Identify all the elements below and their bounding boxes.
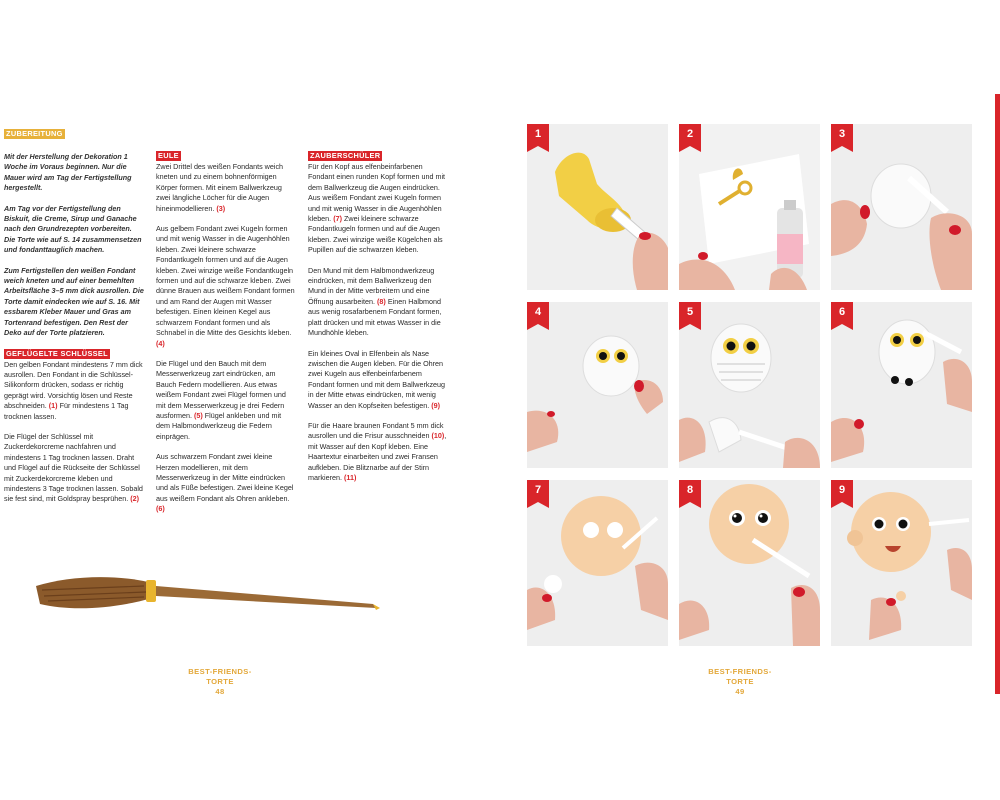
step-photo-4 bbox=[527, 302, 668, 468]
step-badge-7: 7 bbox=[527, 480, 549, 502]
schluessel-text-1-tail: Für mindestens 1 Tag trocknen lassen. bbox=[4, 401, 129, 421]
footer-right bbox=[700, 667, 780, 697]
eule-paragraph-4 bbox=[156, 452, 296, 514]
footer-title-right: BEST-FRIENDS-TORTE bbox=[708, 667, 772, 686]
zauber-paragraph-4 bbox=[308, 421, 450, 483]
zauber-text-1: Für den Kopf aus elfenbeinfarbenen Fondant einen runden Kopf formen und mit dem Ballwerkzeug die Augen eindrücken. Aus weißem Fondant zwei Kugeln formen und mit wenig Wasser in die Augenhöhlen kleben. bbox=[308, 162, 446, 224]
step-photo-1 bbox=[527, 124, 668, 290]
eule-paragraph-1 bbox=[156, 162, 296, 214]
eule-text-4: Aus schwarzem Fondant zwei kleine Herzen modellieren, mit dem Messerwerkzeug in der Mitte eindrücken und als Füße befestigen. Zwei kleine Kegel aus weißem Fondant als Ohren ankleben. bbox=[156, 452, 294, 503]
step-photo-5 bbox=[679, 302, 820, 468]
schluessel-paragraph-2 bbox=[4, 432, 144, 505]
intro-paragraph-1: Mit der Herstellung der Dekoration 1 Woche im Voraus beginnen. Nur die Mauer wird am Tag der Fertigstellung hergestellt. bbox=[4, 152, 132, 193]
step-badge-4: 4 bbox=[527, 302, 549, 324]
intro-paragraph-2: Am Tag vor der Fertigstellung den Biskuit, die Creme, Sirup und Ganache nach den Grundrezepten vorbereiten. Die Torte wie auf S. 14 zusammensetzen und fondanttauglich machen. bbox=[4, 203, 142, 255]
zauber-paragraph-3 bbox=[308, 349, 450, 411]
preparation-column bbox=[4, 129, 144, 515]
step-badge-9: 9 bbox=[831, 480, 853, 502]
step-badge-2: 2 bbox=[679, 124, 701, 146]
eule-text-1: Zwei Drittel des weißen Fondants weich kneten und zu einem bohnenförmigen Körper formen. Mit einem Ballwerkzeug zwei längliche Löcher für die Augen hineinmodellieren. bbox=[156, 162, 284, 213]
schluessel-paragraph-1 bbox=[4, 360, 144, 422]
step-ref-5: (5) bbox=[193, 410, 203, 420]
step-badge-3: 3 bbox=[831, 124, 853, 146]
zauber-text-3: Ein kleines Oval in Elfenbein als Nase zwischen die Augen kleben. Für die Ohren zwei Kugeln aus elfenbeinfarbenem Fondant formen und mit dem Ballwerkzeug in der Mitte etwas eindrücken, mit wenig Wasser an den Kopfseiten befestigen. bbox=[308, 348, 446, 410]
eule-column bbox=[156, 151, 296, 525]
step-ref-9: (9) bbox=[431, 400, 440, 410]
step-ref-8: (8) bbox=[377, 296, 386, 306]
eule-text-3: Die Flügel und den Bauch mit dem Messerwerkzeug zart eindrücken, am Bauch Federn modellieren. Aus etwas weißem Fondant zwei Flügel formen und mit dem Messerwerkzeug je drei Federn ausformen. bbox=[156, 358, 286, 420]
schluessel-text-1: Den gelben Fondant mindestens 7 mm dick ausrollen. Den Fondant in die Schlüssel-Silikonform drücken, sodass er richtig geprägt wird. Vorsichtig lösen und Reste abschneiden. bbox=[4, 359, 143, 411]
heading-eule: EULE bbox=[158, 151, 179, 160]
step-photo-3 bbox=[831, 124, 972, 290]
page-number-left: 48 bbox=[215, 687, 225, 696]
zauber-text-4: Für die Haare braunen Fondant 5 mm dick ausrollen und die Frisur ausschneiden bbox=[308, 420, 444, 441]
schluessel-text-2: Die Flügel der Schlüssel mit Zuckerdekorcreme nachfahren und mindestens 1 Tag trocknen lassen. Draht und Flügel auf die Rückseite der Schlüssel mit Zuckerdekorcreme kleben und mindestens 3 Tage trocknen lassen. Sobald sie fest sind, mit Goldspray besprühen. bbox=[4, 431, 143, 504]
step-badge-6: 6 bbox=[831, 302, 853, 324]
eule-paragraph-3 bbox=[156, 359, 296, 442]
step-ref-3: (3) bbox=[216, 203, 226, 213]
step-badge-8: 8 bbox=[679, 480, 701, 502]
eule-paragraph-2 bbox=[156, 224, 296, 349]
zauber-paragraph-1 bbox=[308, 162, 450, 256]
zauber-paragraph-2 bbox=[308, 266, 450, 339]
step-photo-6 bbox=[831, 302, 972, 468]
step-photo-2 bbox=[679, 124, 820, 290]
zauberschueler-column bbox=[308, 151, 450, 493]
step-ref-4: (4) bbox=[156, 338, 165, 348]
step-photo-8 bbox=[679, 480, 820, 646]
eule-text-3-tail: Flügel ankleben und mit dem Halbmondwerkzeug die Federn einprägen. bbox=[156, 410, 282, 441]
step-ref-10: (10) bbox=[431, 431, 445, 441]
step-ref-1: (1) bbox=[48, 401, 58, 411]
zauber-text-1-tail: Zwei kleinere schwarze Fondantkugeln formen und auf die Augen kleben. Zwei winzige weiße Kügelchen als Pupillen auf die schwarzen kleben. bbox=[308, 214, 443, 255]
step-ref-6: (6) bbox=[156, 504, 165, 514]
zauber-text-2-tail: Einen Halbmond aus wenig rosafarbenem Fondant formen, platt drücken und mit etwas Wasser in die Mundhöhle kleben. bbox=[308, 296, 442, 338]
step-badge-5: 5 bbox=[679, 302, 701, 324]
step-ref-2: (2) bbox=[130, 494, 140, 504]
step-ref-11: (11) bbox=[343, 472, 357, 482]
step-photo-grid bbox=[527, 124, 974, 648]
page-number-right: 49 bbox=[735, 687, 745, 696]
step-photo-9 bbox=[831, 480, 972, 646]
footer-left bbox=[180, 667, 260, 697]
step-ref-7: (7) bbox=[333, 214, 342, 224]
heading-zubereitung: ZUBEREITUNG bbox=[6, 129, 63, 138]
eule-text-2: Aus gelbem Fondant zwei Kugeln formen und mit wenig Wasser in die Augenhöhlen kleben. Zwei kleinere schwarze Fondantkugeln formen und auf die Augen kleben. Zwei winzige weiße Fondantkugeln formen und auf die schwarze kleben. Zwei dünne Brauen aus weißem Fondant formen und am Rand der Augen mit Wasser befestigen. Einen kleinen Kegel aus schwarzem Fondant formen und als Schnabel in die Mitte des Gesichts kleben. bbox=[156, 224, 295, 338]
intro-paragraph-3: Zum Fertigstellen den weißen Fondant weich kneten und auf einer bemehlten Arbeitsfläche 3–5 mm dick ausrollen. Die Torte damit eindecken wie auf S. 16. Mit essbarem Kleber Mauer und Gras am Tortenrand befestigen. Den Rest der Deko auf der Torte platzieren. bbox=[4, 265, 144, 338]
heading-gefluegelte-schluessel: GEFLÜGELTE SCHLÜSSEL bbox=[6, 348, 108, 358]
step-photo-7 bbox=[527, 480, 668, 646]
heading-zauberschueler: ZAUBERSCHÜLER bbox=[310, 151, 381, 160]
zauber-text-2: Den Mund mit dem Halbmondwerkzeug eindrücken, mit dem Ballwerkzeug den Mund in der Mitte verbreitern und eine Öffnung ausarbeiten. bbox=[308, 265, 435, 306]
footer-title-left: BEST-FRIENDS-TORTE bbox=[188, 667, 252, 686]
step-badge-1: 1 bbox=[527, 124, 549, 146]
zauber-text-4-tail: , mit Wasser auf den Kopf kleben. Eine Haartextur einarbeiten und zwei Fransen aufkleben. Die Blitznarbe auf der Stirn markieren. bbox=[308, 431, 447, 482]
broom-illustration bbox=[28, 568, 388, 618]
page-edge-bar bbox=[995, 94, 1000, 694]
